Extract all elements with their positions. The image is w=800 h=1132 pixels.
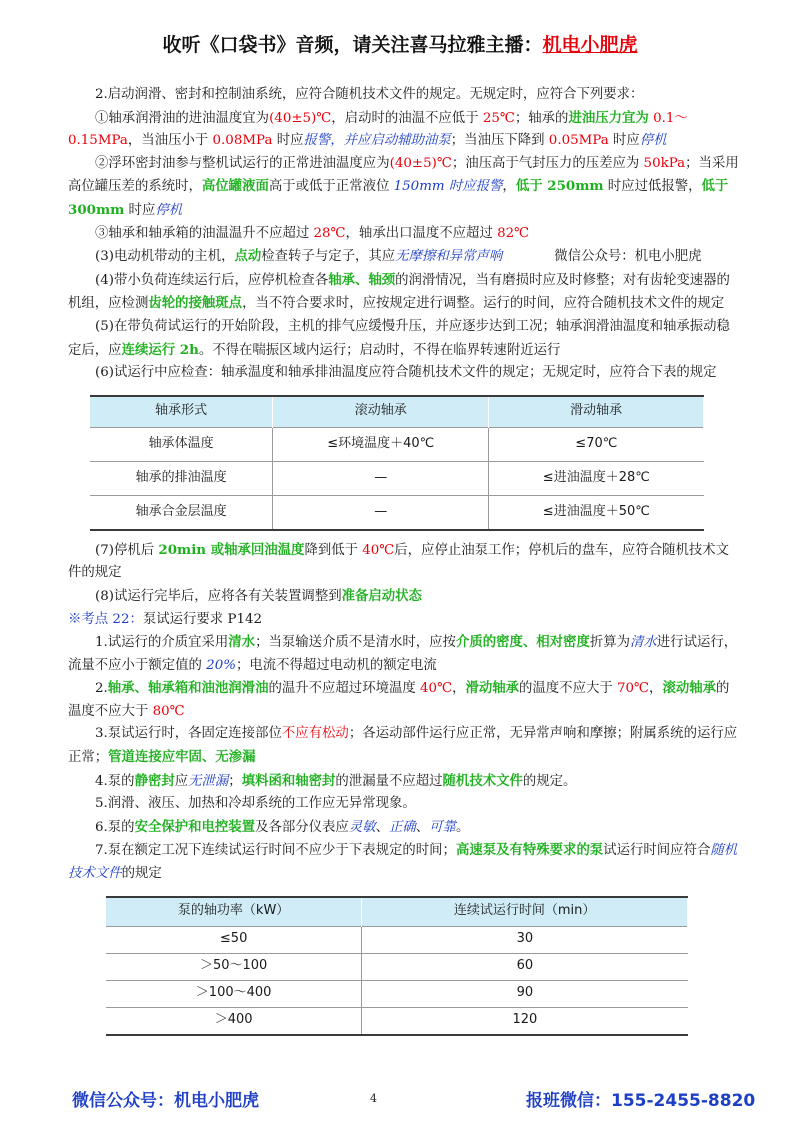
table-header-row: 轴承形式 滚动轴承 滑动轴承 bbox=[90, 396, 704, 428]
table-row: ＞50～100 60 bbox=[106, 953, 688, 980]
page-number: 4 bbox=[370, 1092, 377, 1105]
paragraph-lubrication-intro: 2.启动润滑、密封和控制油系统，应符合随机技术文件的规定。无规定时，应符合下列要求： bbox=[95, 87, 644, 102]
table-row: 轴承体温度 ≤环境温度＋40℃ ≤70℃ bbox=[90, 427, 704, 461]
paragraph-bearing-oil: ①轴承润滑油的进油温度宜为(40±5)℃，启动时的油温不应低于 25℃；轴承的进油压力宜为 0.1～0.15MPa，当油压小于 0.08MPa 时应报警，并应启动辅助油泵；当油压下降到 0.05MPa 时应停机 bbox=[68, 109, 688, 149]
paragraph-item-3: (3)电动机带动的主机，点动检查转子与定子，其应无摩擦和异常声响 微信公众号：机电小肥虎 bbox=[95, 248, 702, 265]
paragraph-item-7: (7)停机后 20min 或轴承回油温度降到低于 40℃后，应停止油泵工作；停机后的盘车，应符合随机技术文件的规定 bbox=[68, 541, 730, 581]
wechat-note: 微信公众号：机电小肥虎 bbox=[554, 249, 702, 265]
paragraph-bearing-temp: ③轴承和轴承箱的油温温升不应超过 28℃，轴承出口温度不应超过 82℃ bbox=[95, 225, 530, 241]
paragraph-item-5: (5)在带负荷试运行的开始阶段，主机的排气应缓慢升压，并应逐步达到工况；轴承润滑油温度和轴承振动稳定后，应连续运行 2h。不得在喘振区域内运行；启动时，不得在临界转速附近运行 bbox=[68, 318, 730, 358]
paragraph-item-4: (4)带小负荷连续运行后，应停机检查各轴承、轴颈的润滑情况，当有磨损时应及时修整；对有齿轮变速器的机组，应检测齿轮的接触斑点，当不符合要求时，应按规定进行调整。运行的时间，应符合随机技术文件的规定 bbox=[68, 271, 730, 312]
table-row: 轴承合金层温度 — ≤进油温度＋50℃ bbox=[90, 495, 704, 530]
pump-paragraph-5: 5.润滑、液压、加热和冷却系统的工作应无异常现象。 bbox=[95, 796, 416, 812]
section-title: 泵试运行要求 P142 bbox=[142, 611, 263, 627]
paragraph-item-8: (8)试运行完毕后，应将各有关装置调整到准备启动状态 bbox=[95, 587, 422, 604]
banner-host-link[interactable]: 机电小肥虎 bbox=[542, 34, 638, 56]
paragraph-seal-oil: ②浮环密封油参与整机试运行的正常进油温度应为(40±5)℃；油压高于气封压力的压差应为 50kPa；当采用高位罐压差的系统时，高位罐液面高于或低于正常液位 150mm 时应报警，低于 250mm 时应过低报警，低于 300mm 时应停机 bbox=[68, 155, 739, 218]
footer-wechat-account: 微信公众号：机电小肥虎 bbox=[72, 1091, 259, 1111]
pump-paragraph-2: 2.轴承、轴承箱和油池润滑油的温升不应超过环境温度 40℃，滑动轴承的温度不应大于 70℃，滚动轴承的温度不应大于 80℃ bbox=[68, 680, 730, 719]
pump-paragraph-1: 1.试运行的介质宜采用清水；当泵输送介质不是清水时，应按介质的密度、相对密度折算为清水进行试运行，流量不应小于额定值的 20%；电流不得超过电动机的额定电流 bbox=[68, 634, 738, 673]
table-header-row: 泵的轴功率（kW） 连续试运行时间（min） bbox=[106, 897, 688, 927]
section-marker: ※考点 22： bbox=[68, 611, 143, 627]
table-row: ＞100～400 90 bbox=[106, 980, 688, 1007]
section-22-heading bbox=[68, 609, 740, 632]
table-row: ＞400 120 bbox=[106, 1007, 688, 1035]
top-banner bbox=[0, 30, 800, 57]
pump-paragraph-6: 6.泵的安全保护和电控装置及各部分仪表应灵敏、正确、可靠。 bbox=[95, 818, 470, 835]
bearing-temperature-table bbox=[90, 395, 704, 531]
paragraph-item-6: (6)试运行中应检查：轴承温度和轴承排油温度应符合随机技术文件的规定；无规定时，应符合下表的规定 bbox=[95, 365, 717, 381]
pump-paragraph-4: 4.泵的静密封应无泄漏；填料函和轴密封的泄漏量不应超过随机技术文件的规定。 bbox=[95, 772, 577, 789]
pump-runtime-table bbox=[106, 896, 688, 1036]
pump-paragraph-3: 3.泵试运行时，各固定连接部位不应有松动；各运动部件运行应正常，无异常声响和摩擦；附属系统的运行应正常；管道连接应牢固、无渗漏 bbox=[68, 726, 738, 766]
pump-paragraph-7: 7.泵在额定工况下连续试运行时间不应少于下表规定的时间；高速泵及有特殊要求的泵试运行时间应符合随机技术文件的规定 bbox=[68, 842, 738, 882]
table-row: ≤50 30 bbox=[106, 926, 688, 953]
table-row: 轴承的排油温度 — ≤进油温度＋28℃ bbox=[90, 461, 704, 495]
footer-contact: 报班微信：155-2455-8820 bbox=[526, 1091, 756, 1111]
document-body bbox=[68, 84, 740, 1036]
banner-text: 收听《口袋书》音频，请关注喜马拉雅主播： bbox=[162, 34, 543, 56]
